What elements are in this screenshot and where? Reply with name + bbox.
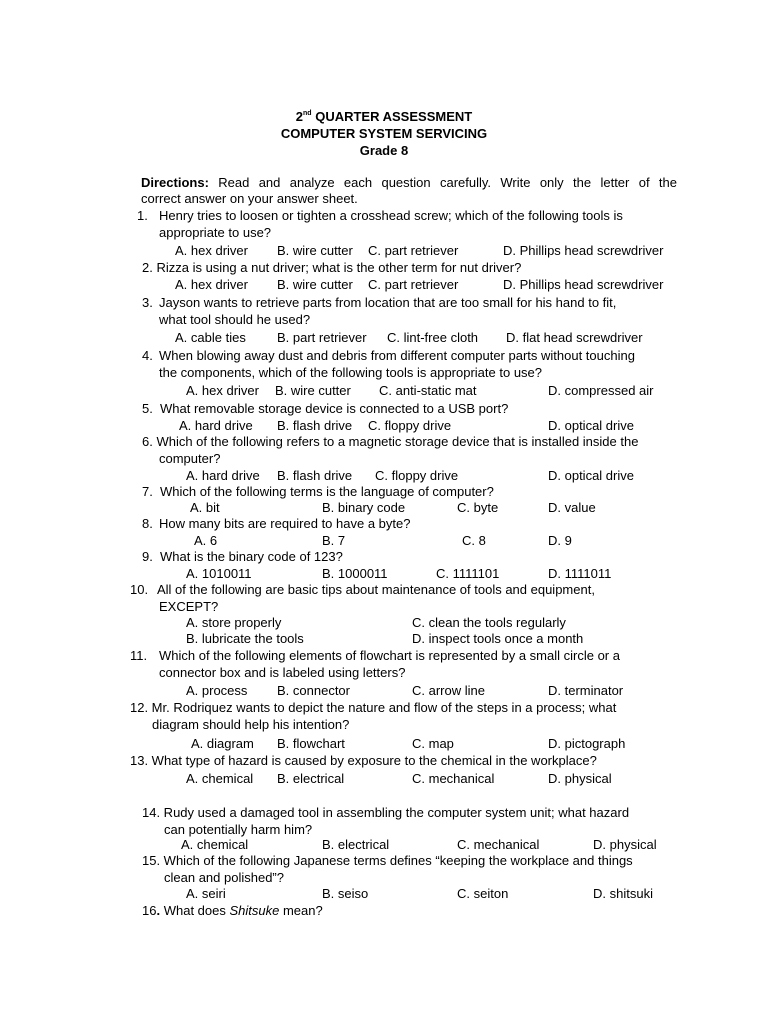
subject-title: COMPUTER SYSTEM SERVICING — [280, 126, 488, 141]
q13-option-c: C. mechanical — [412, 771, 495, 786]
q10-option-a: A. store properly — [186, 615, 282, 630]
q2-option-c: C. part retriever — [368, 277, 459, 292]
title-number: 2 — [295, 109, 304, 124]
question-10-text: All of the following are basic tips about maintenance of tools and equipment, — [157, 582, 595, 597]
q9-option-d: D. 1111011 — [548, 566, 612, 581]
question-15-text: 15. Which of the following Japanese terms defines “keeping the workplace and things — [142, 853, 633, 868]
q13-option-b: B. electrical — [277, 771, 345, 786]
q3-option-d: D. flat head screwdriver — [506, 330, 643, 345]
q15-option-c: C. seiton — [457, 886, 509, 901]
q5-option-b: B. flash drive — [277, 418, 353, 433]
q4-option-a: A. hex driver — [186, 383, 259, 398]
q7-option-c: C. byte — [457, 500, 499, 515]
question-3-text-2: what tool should he used? — [159, 312, 311, 327]
question-14-text-2: can potentially harm him? — [164, 822, 313, 837]
q12-option-d: D. pictograph — [548, 736, 626, 751]
question-7-text: Which of the following terms is the language of computer? — [160, 484, 494, 499]
question-2-text: 2. Rizza is using a nut driver; what is the other term for nut driver? — [142, 260, 522, 275]
q7-option-d: D. value — [548, 500, 596, 515]
question-11-text-2: connector box and is labeled using letters? — [159, 665, 406, 680]
q7-option-a: A. bit — [190, 500, 220, 515]
question-8-text: How many bits are required to have a byte? — [159, 516, 411, 531]
q14-option-d: D. physical — [593, 837, 657, 852]
q5-option-c: C. floppy drive — [368, 418, 452, 433]
q1-option-b: B. wire cutter — [277, 243, 353, 258]
page-title — [0, 109, 768, 125]
q12-option-c: C. map — [412, 736, 454, 751]
question-6-text: 6. Which of the following refers to a magnetic storage device that is installed inside the — [142, 434, 639, 449]
directions-line-1 — [141, 175, 677, 191]
q8-option-a: A. 6 — [194, 533, 218, 548]
question-10-text-2: EXCEPT? — [159, 599, 219, 614]
q5-option-d: D. optical drive — [548, 418, 634, 433]
q9-option-a: A. 1010011 — [186, 566, 252, 581]
q1-option-a: A. hex driver — [175, 243, 248, 258]
question-13-text: 13. What type of hazard is caused by exposure to the chemical in the workplace? — [130, 753, 597, 768]
q4-option-b: B. wire cutter — [275, 383, 351, 398]
q10-option-d: D. inspect tools once a month — [412, 631, 584, 646]
q14-option-b: B. electrical — [322, 837, 390, 852]
q7-option-b: B. binary code — [322, 500, 406, 515]
question-11-text: Which of the following elements of flowchart is represented by a small circle or a — [159, 648, 620, 663]
question-number: 8. — [142, 516, 153, 531]
q10-option-c: C. clean the tools regularly — [412, 615, 566, 630]
q12-option-a: A. diagram — [191, 736, 254, 751]
question-number: 4. — [142, 348, 153, 363]
q1-option-d: D. Phillips head screwdriver — [503, 243, 664, 258]
q4-option-d: D. compressed air — [548, 383, 654, 398]
q3-option-b: B. part retriever — [277, 330, 367, 345]
q15-option-d: D. shitsuki — [593, 886, 653, 901]
question-12-text-2: diagram should help his intention? — [152, 717, 350, 732]
q11-option-a: A. process — [186, 683, 248, 698]
q11-option-b: B. connector — [277, 683, 350, 698]
grade-title: Grade 8 — [359, 143, 409, 158]
q13-option-a: A. chemical — [186, 771, 254, 786]
question-number: 1. — [137, 208, 148, 223]
question-number: 9. — [142, 549, 153, 564]
question-4-text: When blowing away dust and debris from different computer parts without touching — [159, 348, 635, 363]
q11-option-c: C. arrow line — [412, 683, 485, 698]
question-6-text-2: computer? — [159, 451, 221, 466]
q8-option-b: B. 7 — [322, 533, 346, 548]
question-16-term: Shitsuke — [229, 903, 280, 918]
question-14-text: 14. Rudy used a damaged tool in assembling the computer system unit; what hazard — [142, 805, 630, 820]
q15-option-b: B. seiso — [322, 886, 369, 901]
q3-option-c: C. lint-free cloth — [387, 330, 479, 345]
q8-option-d: D. 9 — [548, 533, 572, 548]
q6-option-c: C. floppy drive — [375, 468, 459, 483]
question-16-pre: What does — [163, 903, 230, 918]
q2-option-a: A. hex driver — [175, 277, 248, 292]
question-15-text-2: clean and polished”? — [164, 870, 284, 885]
q13-option-d: D. physical — [548, 771, 612, 786]
question-16-dot: . — [156, 903, 161, 918]
question-12-text: 12. Mr. Rodriquez wants to depict the nature and flow of the steps in a process; what — [130, 700, 617, 715]
title-superscript: nd — [303, 110, 312, 117]
question-1-text: Henry tries to loosen or tighten a crosshead screw; which of the following tools is — [159, 208, 623, 223]
q2-option-d: D. Phillips head screwdriver — [503, 277, 664, 292]
question-1-text-2: appropriate to use? — [159, 225, 272, 240]
question-3-text: Jayson wants to retrieve parts from location that are too small for his hand to fit, — [159, 295, 617, 310]
question-number: 3. — [142, 295, 153, 310]
question-number: 5. — [142, 401, 153, 416]
question-number: 7. — [142, 484, 153, 499]
q9-option-c: C. 1111101 — [436, 566, 500, 581]
question-16-text — [142, 903, 323, 919]
question-number: 16 — [142, 903, 157, 918]
directions-text-1: Read and analyze each question carefully. Write only the letter of the — [218, 175, 677, 190]
q1-option-c: C. part retriever — [368, 243, 459, 258]
question-number: 11. — [130, 648, 148, 663]
q11-option-d: D. terminator — [548, 683, 624, 698]
q3-option-a: A. cable ties — [175, 330, 246, 345]
q14-option-c: C. mechanical — [457, 837, 540, 852]
directions-label: Directions: — [141, 175, 209, 190]
question-5-text: What removable storage device is connected to a USB port? — [160, 401, 509, 416]
q6-option-d: D. optical drive — [548, 468, 634, 483]
q5-option-a: A. hard drive — [179, 418, 253, 433]
question-number: 10. — [130, 582, 149, 597]
q4-option-c: C. anti-static mat — [379, 383, 477, 398]
q15-option-a: A. seiri — [186, 886, 226, 901]
q14-option-a: A. chemical — [181, 837, 249, 852]
q2-option-b: B. wire cutter — [277, 277, 353, 292]
q6-option-b: B. flash drive — [277, 468, 353, 483]
q9-option-b: B. 1000011 — [322, 566, 388, 581]
q8-option-c: C. 8 — [462, 533, 486, 548]
q12-option-b: B. flowchart — [277, 736, 345, 751]
q10-option-b: B. lubricate the tools — [186, 631, 304, 646]
directions-line-2: correct answer on your answer sheet. — [141, 191, 358, 206]
title-text: QUARTER ASSESSMENT — [315, 109, 473, 124]
question-4-text-2: the components, which of the following tools is appropriate to use? — [159, 365, 543, 380]
question-9-text: What is the binary code of 123? — [160, 549, 343, 564]
q6-option-a: A. hard drive — [186, 468, 260, 483]
question-16-post: mean? — [279, 903, 323, 918]
